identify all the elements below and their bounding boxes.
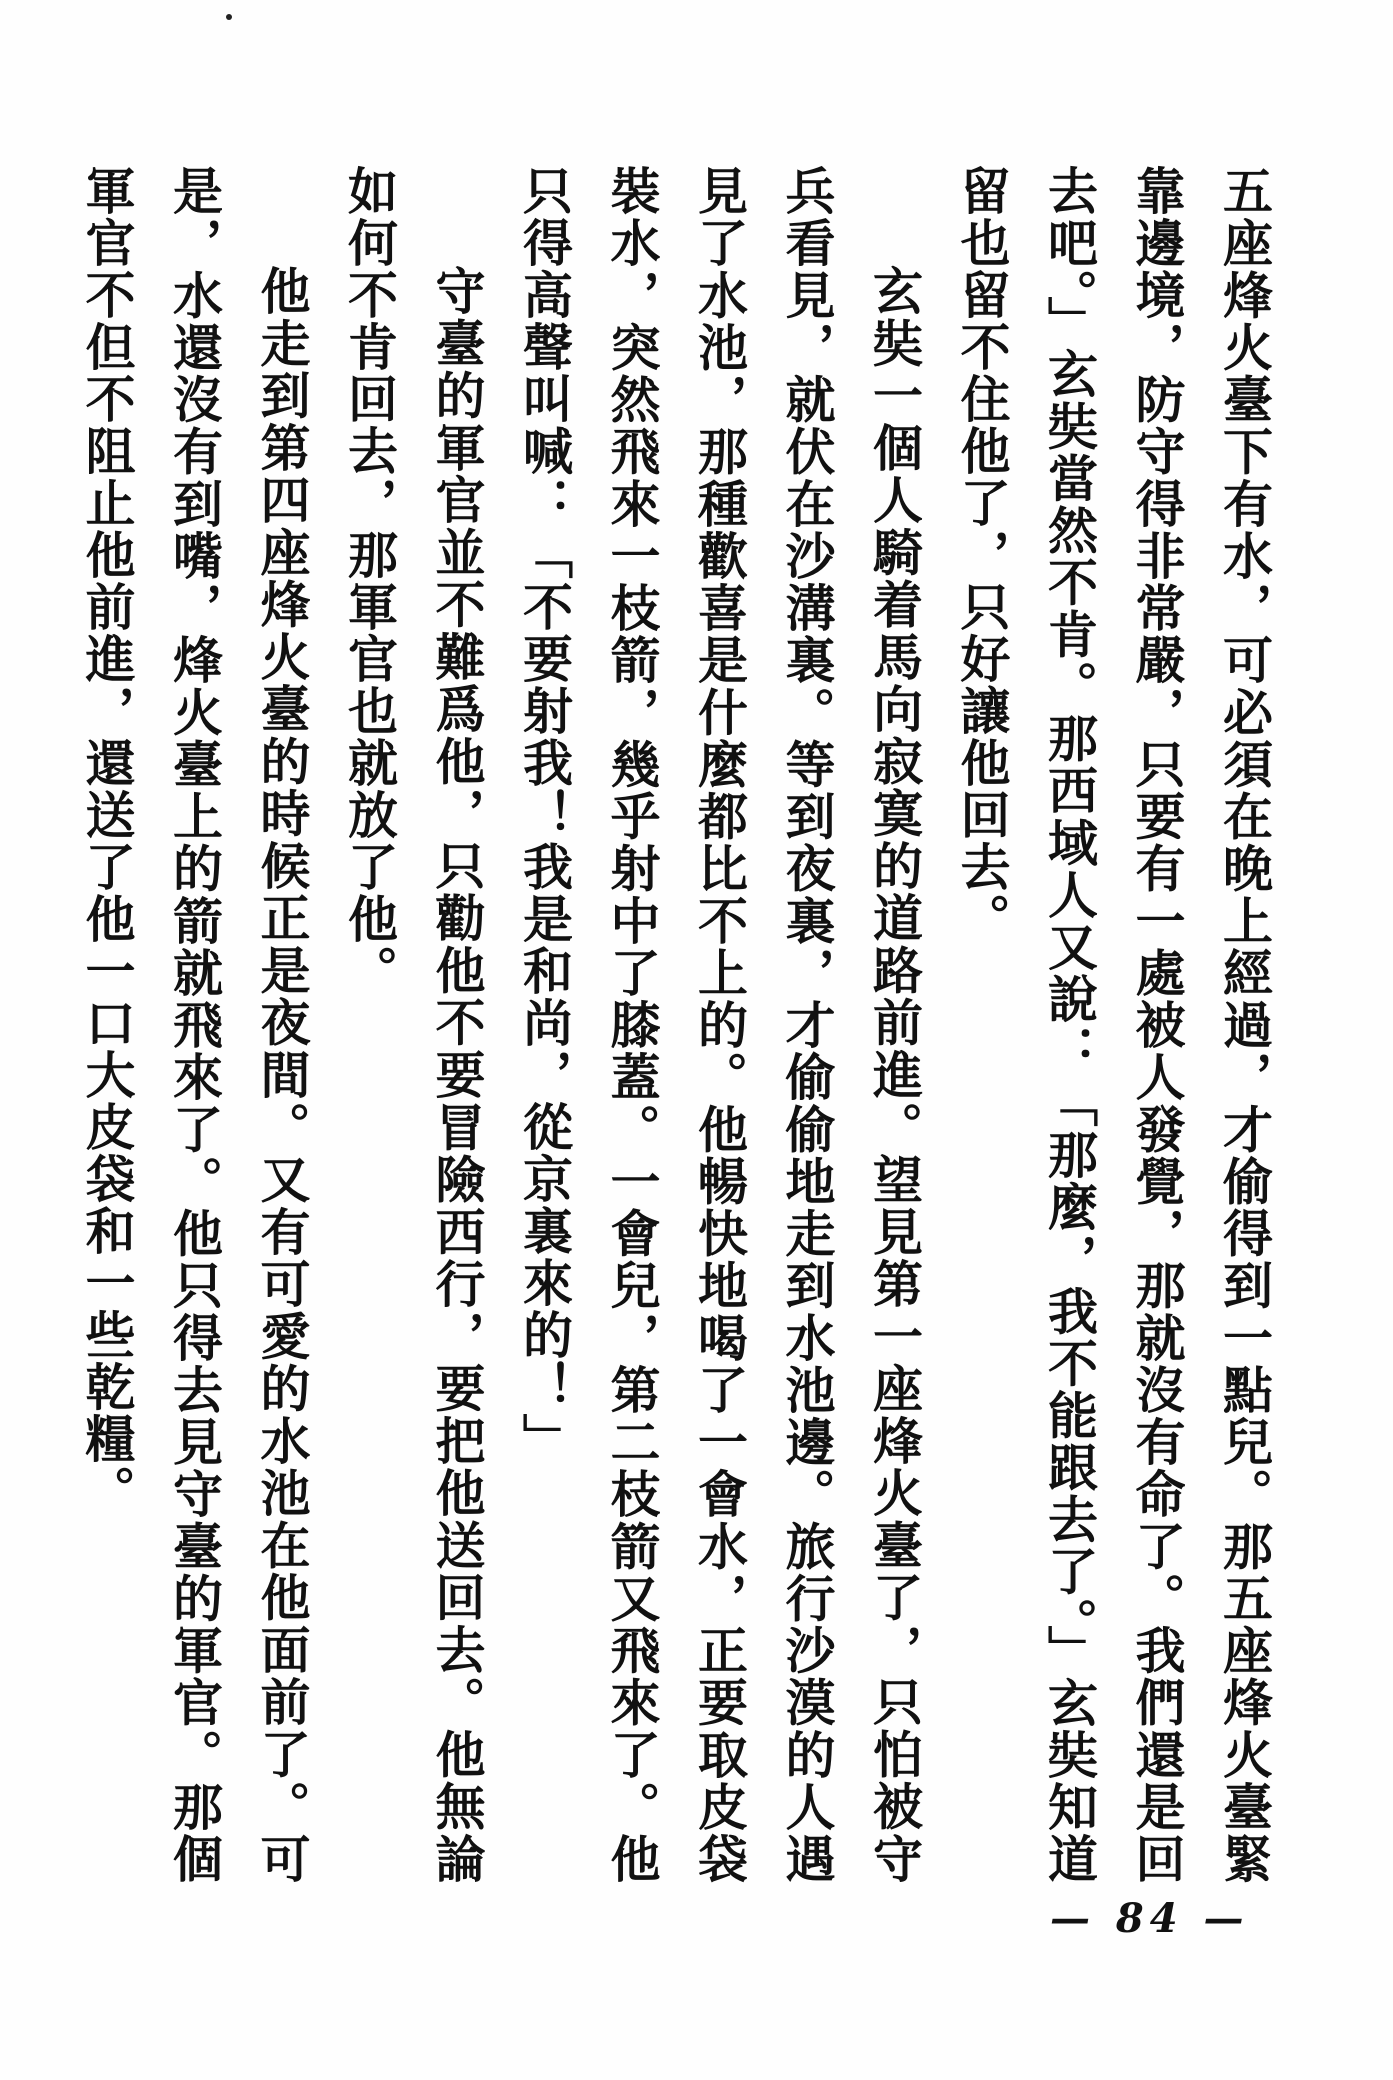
paragraph-4: 他走到第四座烽火臺的時候正是夜間。又有可愛的水池在他面前了。可是，水還沒有到嘴，烽火臺上的箭就飛來了。他只得去見守臺的軍官。那個軍官不但不阻止他前進，還送了他一口大皮袋和一些乾糧。 [77,165,312,1885]
ink-speck [226,14,232,20]
page-number: — 84 — [1050,1895,1250,1942]
vertical-text-block [73,165,1288,1885]
paragraph-3: 守臺的軍官並不難爲他，只勸他不要冒險西行，要把他送回去。他無論如何不肯回去，那軍官也就放了他。 [340,165,487,1885]
paragraph-2: 玄奘一個人騎着馬向寂寞的道路前進。望見第一座烽火臺了，只怕被守兵看見，就伏在沙溝裏。等到夜裏，才偷偷地走到水池邊。旅行沙漠的人遇見了水池，那種歡喜是什麼都比不上的。他暢快地喝了一會水，正要取皮袋裝水，突然飛來一枝箭，幾乎射中了膝蓋。一會兒，第二枝箭又飛來了。他只得高聲叫喊：「不要射我！我是和尚，從京裏來的！」 [515,165,924,1885]
paragraph-1: 五座烽火臺下有水，可必須在晚上經過，才偷得到一點兒。那五座烽火臺緊靠邊境，防守得非常嚴，只要有一處被人發覺，那就沒有命了。我們還是回去吧。」玄奘當然不肯。那西域人又說：「那麼，我不能跟去了。」玄奘知道留也留不住他了，只好讓他回去。 [952,165,1274,1885]
